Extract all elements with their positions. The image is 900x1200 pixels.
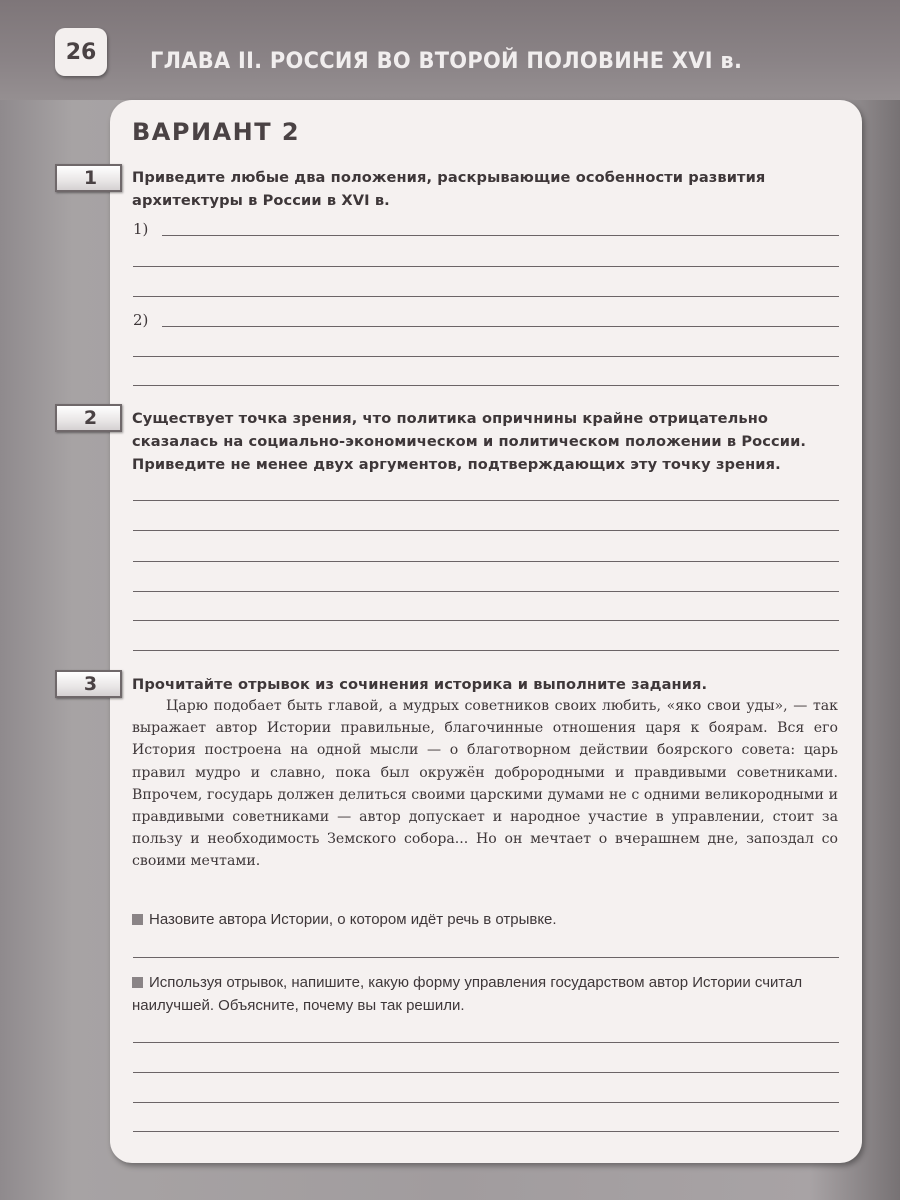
square-bullet-icon [132,914,143,925]
answer-line[interactable] [162,235,839,236]
task-number-2: 2 [55,404,122,432]
historian-excerpt [132,695,838,873]
task-number-1: 1 [55,164,122,192]
task-1-prompt: Приведите любые два положения, раскрывающие особенности развития архитектуры в России в XVI в. [132,169,766,209]
answer-label-2: 2) [133,311,149,329]
answer-line[interactable] [162,326,839,327]
chapter-title: ГЛАВА II. РОССИЯ ВО ВТОРОЙ ПОЛОВИНЕ XVI в. [150,48,743,74]
subtask-2 [132,971,838,1017]
answer-line[interactable] [133,591,839,592]
variant-title: ВАРИАНТ 2 [132,118,301,146]
answer-line[interactable] [133,1131,839,1132]
answer-line[interactable] [133,1072,839,1073]
answer-label-1: 1) [133,220,149,238]
excerpt-text: Царю подобает быть главой, а мудрых советников своих любить, «яко свои уды», — так выражает автор Истории правильные, благочинные отношения царя к боярам. Вся его История построена на одной мысли — о благотворном действии боярского совета: царь правил мудро и славно, пока был окружён доброродными и правдивыми советниками. Впрочем, государь должен делиться своими царскими думами не с одними великородными и правдивыми советниками — автор допускает и народное участие в управлении, стоит за пользу и необходимость Земского собора... Но он мечтает о вчерашнем дне, запоздал со своими мечтами. [132,698,838,870]
answer-line[interactable] [133,957,839,958]
answer-line[interactable] [133,650,839,651]
subtask-1 [132,908,838,931]
answer-line[interactable] [133,1102,839,1103]
answer-line[interactable] [133,530,839,531]
answer-line[interactable] [133,561,839,562]
subtask-2-text: Используя отрывок, напишите, какую форму управления государством автор Истории считал наилучшей. Объясните, почему вы так решили. [132,974,803,1014]
task-number-3: 3 [55,670,122,698]
answer-line[interactable] [133,620,839,621]
square-bullet-icon [132,977,143,988]
answer-line[interactable] [133,296,839,297]
answer-line[interactable] [133,356,839,357]
task-3-prompt: Прочитайте отрывок из сочинения историка и выполните задания. [132,676,708,693]
task-2-prompt: Существует точка зрения, что политика опричнины крайне отрицательно сказалась на социально-экономическом и политическом положении в России. Приведите не менее двух аргументов, подтверждающих эту точку зрения. [132,410,807,473]
answer-line[interactable] [133,500,839,501]
subtask-1-text: Назовите автора Истории, о котором идёт речь в отрывке. [149,911,557,928]
answer-line[interactable] [133,266,839,267]
answer-line[interactable] [133,1042,839,1043]
answer-line[interactable] [133,385,839,386]
page-number-badge: 26 [55,28,107,76]
